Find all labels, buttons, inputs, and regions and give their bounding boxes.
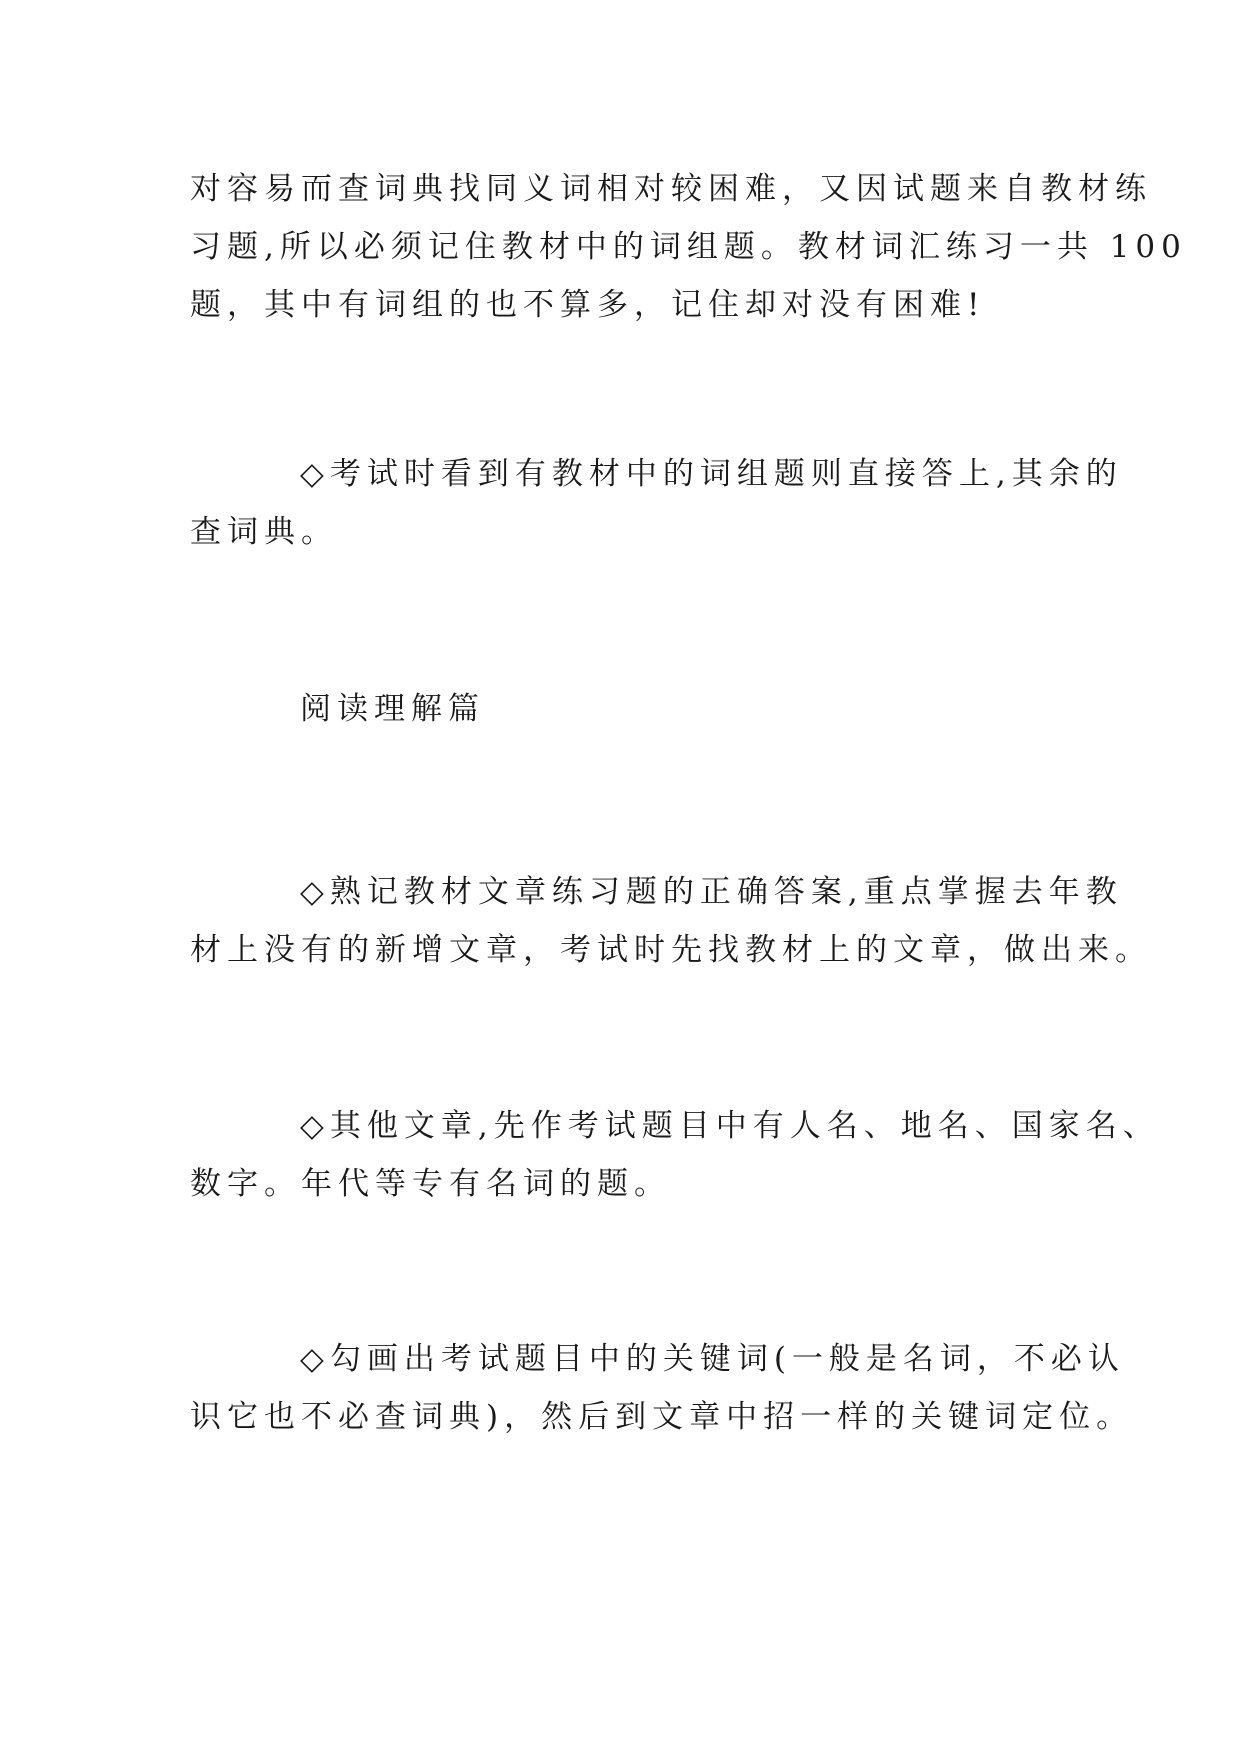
text-line: ◇考试时看到有教材中的词组题则直接答上,其余的 — [300, 456, 1123, 492]
text-line: 对容易而查词典找同义词相对较困难，又因试题来自教材练 — [190, 171, 1152, 207]
text-line: ◇其他文章,先作考试题目中有人名、地名、国家名、 — [300, 1108, 1160, 1144]
text-line: 识它也不必查词典)，然后到文章中招一样的关键词定位。 — [190, 1399, 1134, 1435]
text-line: 查词典。 — [190, 514, 338, 550]
text-line: 数字。年代等专有名词的题。 — [190, 1166, 671, 1202]
paragraph-reading-tip-2 — [190, 1097, 1160, 1213]
text-line: 题，其中有词组的也不算多，记住却对没有困难! — [190, 287, 986, 323]
text-line: ◇熟记教材文章练习题的正确答案,重点掌握去年教 — [300, 874, 1123, 910]
section-heading-reading — [190, 680, 1060, 738]
paragraph-reading-tip-1 — [190, 863, 1152, 979]
paragraph-exam-phrase-tip — [190, 445, 1123, 561]
paragraph-reading-tip-3 — [190, 1330, 1134, 1446]
paragraph-vocabulary-note — [190, 160, 1187, 334]
text-line: 阅读理解篇 — [300, 691, 485, 727]
text-line: ◇勾画出考试题目中的关键词(一般是名词，不必认 — [300, 1341, 1125, 1377]
text-line: 习题,所以必须记住教材中的词组题。教材词汇练习一共 100 — [190, 229, 1187, 265]
text-line: 材上没有的新增文章，考试时先找教材上的文章，做出来。 — [190, 932, 1152, 968]
